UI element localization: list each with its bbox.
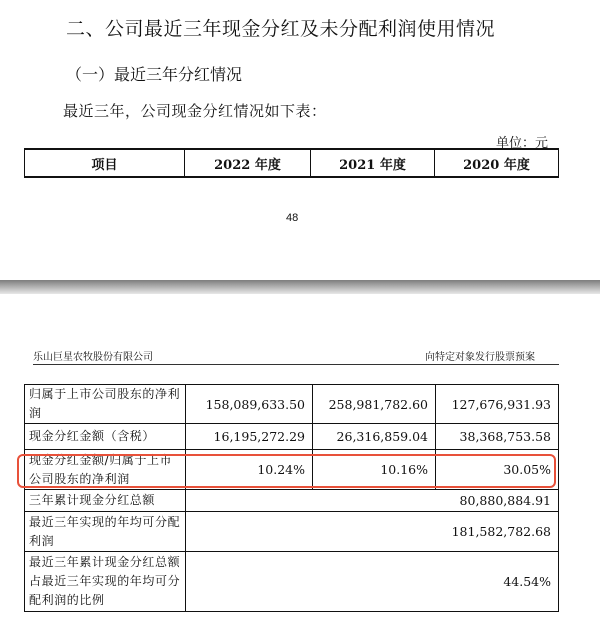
row-label: 最近三年累计现金分红总额占最近三年实现的年均可分配利润的比例: [25, 552, 186, 612]
table-header-row: [25, 149, 559, 177]
row-label: 三年累计现金分红总额: [25, 490, 186, 512]
merged-value-cell: 44.54%: [186, 552, 559, 612]
page-header-rule: [33, 364, 559, 365]
page-header-doc-title: 向特定对象发行股票预案: [425, 352, 535, 363]
subsection-heading: （一）最近三年分红情况: [66, 65, 243, 84]
header-2021: 2021 年度: [311, 149, 435, 177]
table-row: [25, 512, 559, 552]
cell-2020: 30.05%: [436, 450, 559, 490]
cell-2021: 258,981,782.60: [313, 385, 436, 424]
table-row: [25, 552, 559, 612]
header-2020: 2020 年度: [435, 149, 559, 177]
dividend-table-body: [24, 384, 559, 612]
cell-2020: 38,368,753.58: [436, 424, 559, 450]
table-row-highlighted: [25, 450, 559, 490]
table-row: [25, 385, 559, 424]
merged-value-cell: 80,880,884.91: [186, 490, 559, 512]
header-2022: 2022 年度: [185, 149, 311, 177]
dividend-table-header: [24, 148, 559, 178]
page-number: 48: [286, 212, 299, 224]
row-label: 现金分红金额/归属于上市公司股东的净利润: [25, 450, 186, 490]
table-row: [25, 424, 559, 450]
unit-label: 单位：元: [496, 136, 549, 151]
cell-2022: 158,089,633.50: [186, 385, 313, 424]
intro-paragraph: 最近三年，公司现金分红情况如下表：: [63, 102, 327, 120]
section-heading: 二、公司最近三年现金分红及未分配利润使用情况: [66, 18, 496, 40]
table-row: [25, 490, 559, 512]
page-header-company: 乐山巨星农牧股份有限公司: [33, 352, 153, 363]
row-label: 归属于上市公司股东的净利润: [25, 385, 186, 424]
cell-2022: 10.24%: [186, 450, 313, 490]
page-break-separator: [0, 280, 600, 294]
cell-2021: 10.16%: [313, 450, 436, 490]
row-label: 最近三年实现的年均可分配利润: [25, 512, 186, 552]
merged-value-cell: 181,582,782.68: [186, 512, 559, 552]
header-item: 项目: [25, 149, 185, 177]
cell-2020: 127,676,931.93: [436, 385, 559, 424]
cell-2021: 26,316,859.04: [313, 424, 436, 450]
cell-2022: 16,195,272.29: [186, 424, 313, 450]
row-label: 现金分红金额（含税）: [25, 424, 186, 450]
